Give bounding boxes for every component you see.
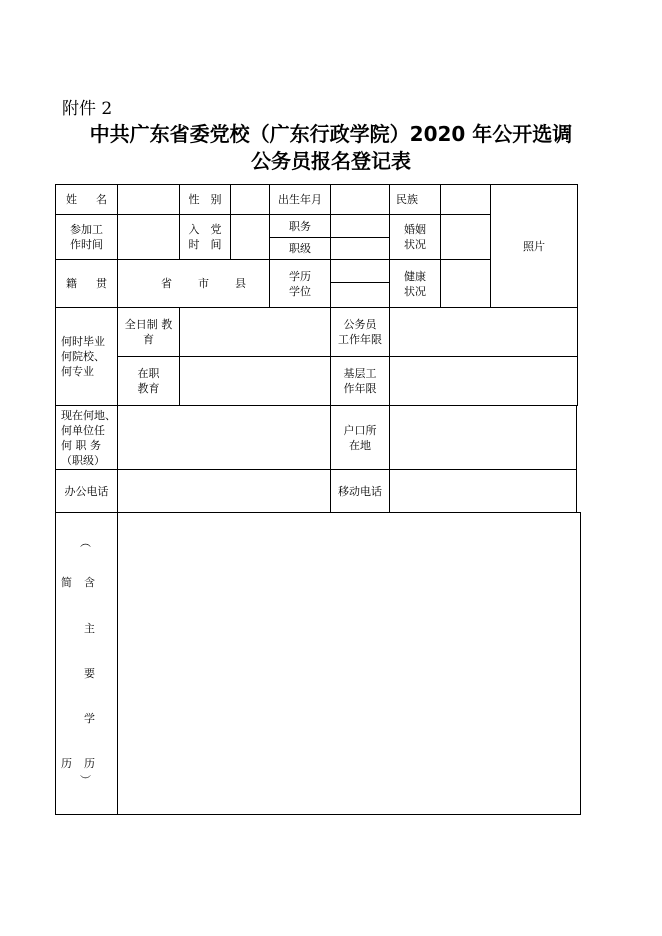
input-fulltime-edu[interactable] xyxy=(179,307,331,357)
input-resume[interactable] xyxy=(117,512,581,815)
label-health: 健康 状况 xyxy=(389,259,441,308)
input-name[interactable] xyxy=(117,184,180,215)
resume-char-zhu: 主 xyxy=(84,622,95,635)
label-gender: 性 别 xyxy=(179,184,231,215)
label-native-char2: 贯 xyxy=(96,277,107,290)
label-marital: 婚姻 状况 xyxy=(389,214,441,260)
label-work-start-text: 参加工作时间 xyxy=(70,223,103,251)
input-grassroots-years[interactable] xyxy=(389,356,578,406)
label-fulltime-edu: 全日制 教 育 xyxy=(117,307,180,357)
resume-char-yao: 要 xyxy=(84,667,95,680)
input-health[interactable] xyxy=(440,259,491,308)
input-degree[interactable] xyxy=(330,282,390,308)
label-rank: 职级 xyxy=(269,237,331,260)
resume-char-li-1: 历 xyxy=(61,757,72,770)
label-office-phone: 办公电话 xyxy=(55,469,118,513)
resume-char-han: 含 xyxy=(84,576,95,589)
input-native-place[interactable] xyxy=(117,259,270,308)
input-hukou[interactable] xyxy=(389,405,577,470)
input-gender[interactable] xyxy=(230,184,270,215)
input-rank[interactable] xyxy=(330,237,390,260)
label-name xyxy=(55,184,118,215)
resume-char-li-2: 历 xyxy=(84,757,95,770)
label-province: 省 xyxy=(161,277,172,290)
resume-char-jian: 简 xyxy=(61,576,72,589)
form-title: 中共广东省委党校（广东行政学院）2020 年公开选调 xyxy=(89,122,573,146)
input-birth-date[interactable] xyxy=(330,184,390,215)
label-name-char1: 姓 xyxy=(66,193,77,206)
label-birth-date: 出生年月 xyxy=(269,184,331,215)
input-work-start[interactable] xyxy=(117,214,180,260)
label-party-join: 入 党 时 间 xyxy=(179,214,231,260)
input-office-phone[interactable] xyxy=(117,469,331,513)
resume-char-xue: 学 xyxy=(84,712,95,725)
input-marital[interactable] xyxy=(440,214,491,260)
label-education: 学历 学位 xyxy=(269,259,331,308)
label-work-start xyxy=(55,214,118,260)
photo-box[interactable]: 照片 xyxy=(490,184,578,308)
label-position: 职务 xyxy=(269,214,331,238)
resume-paren-open: ︵ xyxy=(80,536,91,549)
label-city: 市 xyxy=(198,277,209,290)
label-mobile-phone: 移动电话 xyxy=(330,469,390,513)
label-graduation: 何时毕业 何院校、 何专业 xyxy=(55,307,118,406)
input-party-join[interactable] xyxy=(230,214,270,260)
label-hukou: 户口所 在地 xyxy=(330,405,390,470)
input-education[interactable] xyxy=(330,259,390,283)
input-position[interactable] xyxy=(330,214,390,238)
label-grassroots-years: 基层工 作年限 xyxy=(330,356,390,406)
label-native-place xyxy=(55,259,118,308)
label-county: 县 xyxy=(235,277,246,290)
label-resume xyxy=(55,512,118,815)
label-inservice-edu: 在职 教育 xyxy=(117,356,180,406)
label-civil-years: 公务员 工作年限 xyxy=(330,307,390,357)
input-mobile-phone[interactable] xyxy=(389,469,577,513)
input-ethnicity[interactable] xyxy=(440,184,491,215)
label-native-char1: 籍 xyxy=(66,277,77,290)
input-civil-years[interactable] xyxy=(389,307,578,357)
input-inservice-edu[interactable] xyxy=(179,356,331,406)
label-current-unit: 现在何地、 何单位任 何 职 务 （职级） xyxy=(55,405,118,470)
label-ethnicity: 民族 xyxy=(389,184,441,215)
attachment-label: 附件 2 xyxy=(62,99,113,119)
resume-paren-close: ︶ xyxy=(80,774,91,787)
input-current-unit[interactable] xyxy=(117,405,331,470)
label-name-char2: 名 xyxy=(96,193,107,206)
form-subtitle: 公务员报名登记表 xyxy=(251,149,411,173)
